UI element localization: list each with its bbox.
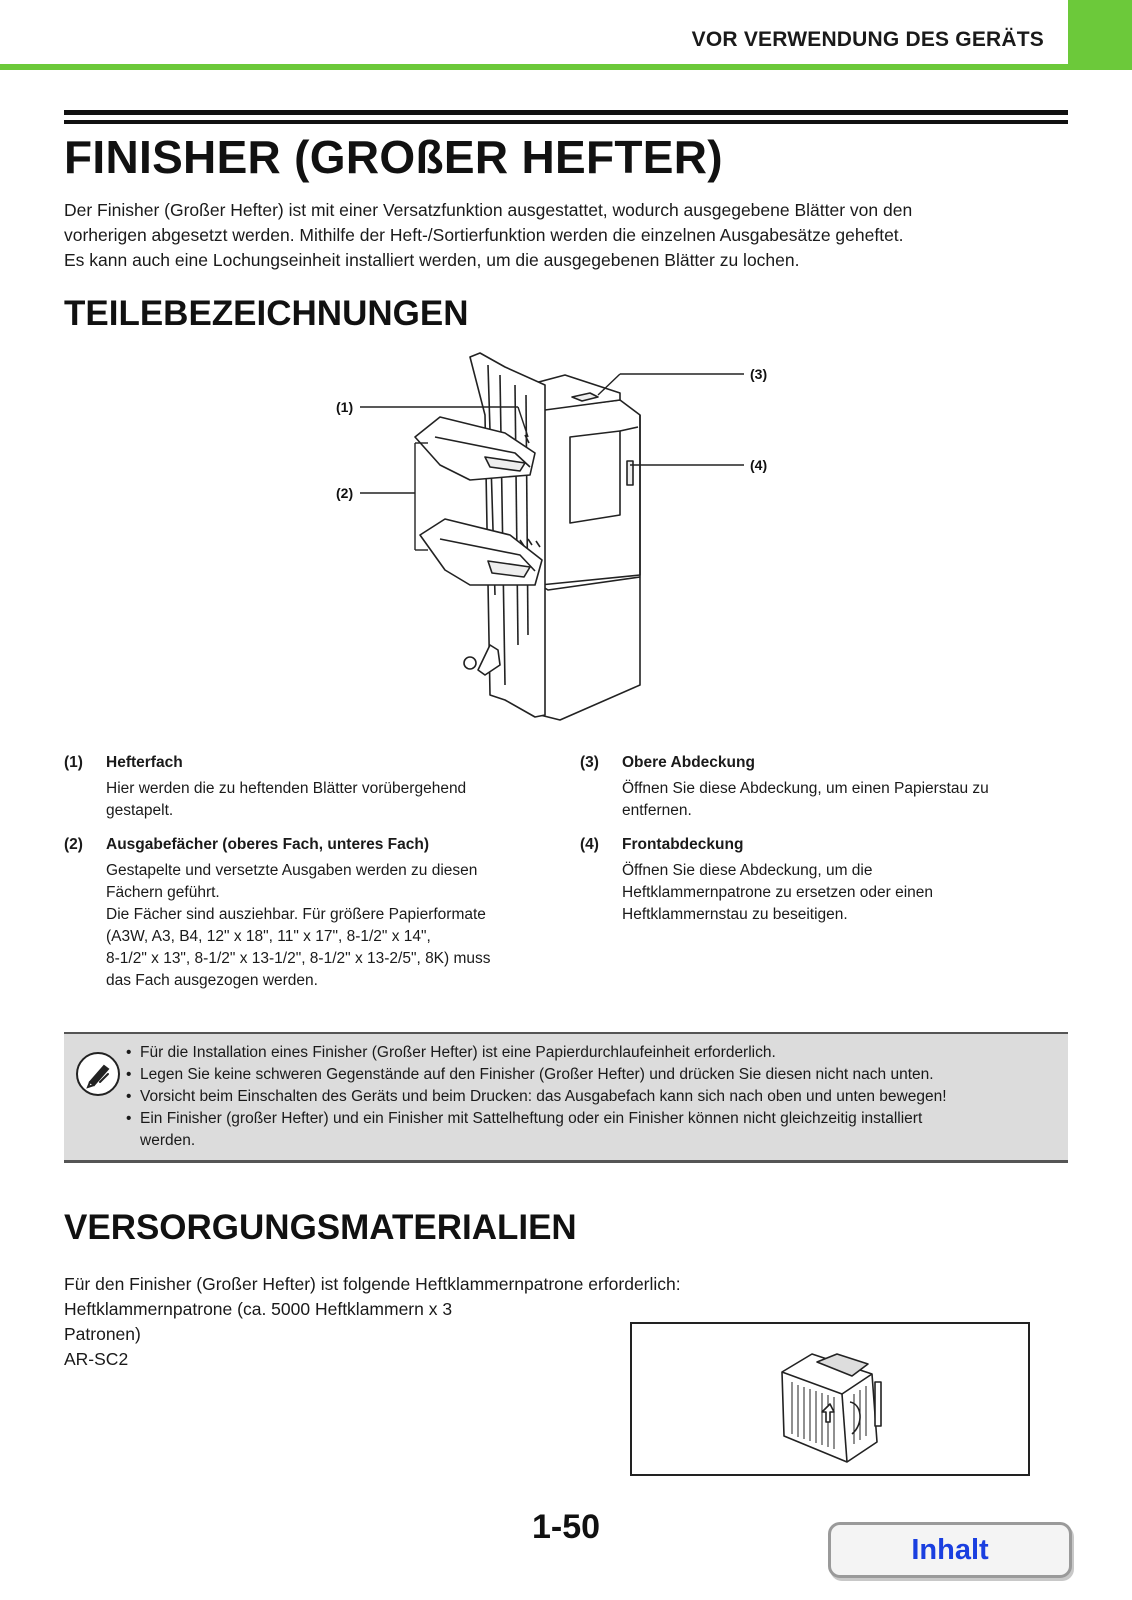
note-item-continuation (124, 1130, 1064, 1152)
part-description (622, 778, 989, 822)
part-item-1 (64, 752, 564, 822)
part-number: (1) (64, 754, 83, 771)
staple-cartridge-figure (630, 1322, 1030, 1476)
contents-button[interactable]: Inhalt (828, 1522, 1072, 1578)
title-rule-top (64, 110, 1068, 115)
part-description-line: 8-1/2" x 13", 8-1/2" x 13-1/2", 8-1/2" x 13-2/5", 8K) muss (106, 950, 491, 967)
note-item: • Für die Installation eines Finisher (Großer Hefter) ist eine Papierdurchlaufeinheit erforderlich. (124, 1042, 1064, 1064)
part-description (622, 860, 933, 926)
part-item-3 (580, 752, 1060, 822)
intro-paragraph (64, 198, 1054, 273)
part-description-line: Öffnen Sie diese Abdeckung, um einen Papierstau zu (622, 780, 989, 797)
callout-label-4: (4) (750, 457, 768, 473)
note-item: • Legen Sie keine schweren Gegenstände auf den Finisher (Großer Hefter) und drücken Sie diesen nicht nach unten. (124, 1064, 1064, 1086)
part-number: (3) (580, 754, 599, 771)
finisher-diagram (320, 345, 790, 740)
header-accent-line (0, 64, 1132, 70)
supplies-line: Für den Finisher (Großer Hefter) ist folgende Heftklammernpatrone erforderlich: (64, 1274, 681, 1294)
pencil-note-icon (76, 1052, 120, 1096)
part-description-line: Heftklammernstau zu beseitigen. (622, 906, 848, 923)
supplies-line: Patronen) (64, 1324, 141, 1344)
note-item: • Vorsicht beim Einschalten des Geräts und beim Drucken: das Ausgabefach kann sich nach oben und unten bewegen! (124, 1086, 1064, 1108)
finisher-illustration (320, 345, 790, 740)
part-description-line: Gestapelte und versetzte Ausgaben werden zu diesen (106, 862, 478, 879)
part-description (106, 860, 491, 992)
part-title: Ausgabefächer (oberes Fach, unteres Fach) (106, 836, 430, 853)
section-header-title: VOR VERWENDUNG DES GERÄTS (691, 28, 1044, 51)
note-item: • Ein Finisher (großer Hefter) und ein Finisher mit Sattelheftung oder ein Finisher können nicht gleichzeitig installiert (124, 1108, 1064, 1130)
part-number: (2) (64, 836, 83, 853)
supplies-line: AR-SC2 (64, 1349, 129, 1369)
part-description (106, 778, 466, 822)
parts-heading: TEILEBEZEICHNUNGEN (64, 294, 469, 333)
title-rule-bottom (64, 120, 1068, 124)
part-item-4 (580, 834, 1060, 934)
supplies-text (64, 1272, 681, 1372)
part-item-2 (64, 834, 564, 1004)
part-description-line: das Fach ausgezogen werden. (106, 972, 318, 989)
page-title: FINISHER (GROßER HEFTER) (64, 131, 723, 183)
staple-cartridge-illustration (632, 1324, 1028, 1474)
intro-line: Der Finisher (Großer Hefter) ist mit einer Versatzfunktion ausgestattet, wodurch ausgegebene Blätter von den (64, 200, 913, 220)
part-title: Frontabdeckung (622, 836, 744, 853)
page-number: 1-50 (531, 1508, 601, 1546)
part-description-line: (A3W, A3, B4, 12" x 18", 11" x 17", 8-1/2" x 14", (106, 928, 431, 945)
part-description-line: Die Fächer sind ausziehbar. Für größere Papierformate (106, 906, 486, 923)
callout-label-1: (1) (336, 399, 354, 415)
supplies-line: Heftklammernpatrone (ca. 5000 Heftklammern x 3 (64, 1299, 453, 1319)
callout-label-3: (3) (750, 366, 768, 382)
part-number: (4) (580, 836, 599, 853)
part-description-line: Heftklammernpatrone zu ersetzen oder einen (622, 884, 934, 901)
intro-line: Es kann auch eine Lochungseinheit installiert werden, um die ausgegebenen Blätter zu lochen. (64, 250, 800, 270)
notes-list (124, 1042, 1064, 1152)
part-description-line: Öffnen Sie diese Abdeckung, um die (622, 862, 873, 879)
part-description-line: entfernen. (622, 802, 692, 819)
part-description-line: Hier werden die zu heftenden Blätter vorübergehend (106, 780, 467, 797)
part-title: Hefterfach (106, 754, 183, 771)
part-title: Obere Abdeckung (622, 754, 755, 771)
note-continuation-text: werden. (140, 1132, 196, 1149)
intro-line: vorherigen abgesetzt werden. Mithilfe der Heft-/Sortierfunktion werden die einzelnen Ausgabesätze geheftet. (64, 225, 904, 245)
supplies-heading: VERSORGUNGSMATERIALIEN (64, 1208, 577, 1247)
part-description-line: gestapelt. (106, 802, 174, 819)
callout-label-2: (2) (336, 485, 354, 501)
part-description-line: Fächern geführt. (106, 884, 220, 901)
header-accent-block (1068, 0, 1132, 64)
